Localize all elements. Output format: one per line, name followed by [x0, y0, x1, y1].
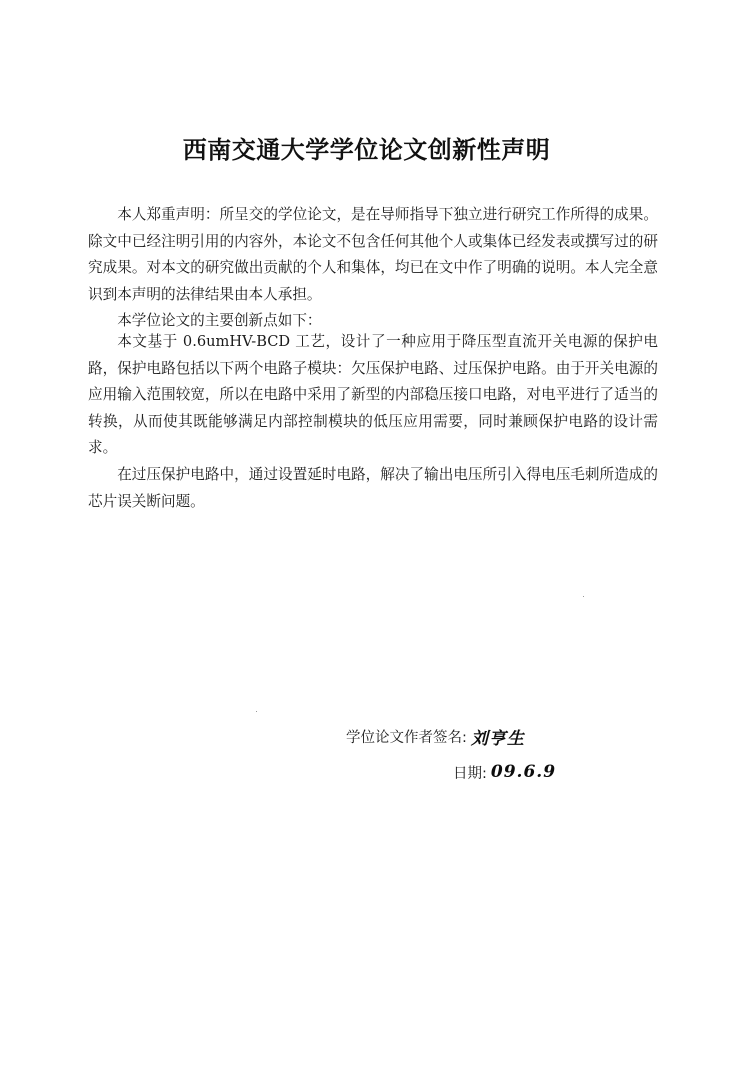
- author-signature-row: [346, 722, 525, 750]
- innovation-paragraph-2-block: [88, 462, 658, 515]
- scan-speck: [583, 596, 584, 597]
- handwritten-date: 09.6.9: [490, 762, 557, 782]
- innovation-paragraph-1: 本文基于 0.6umHV-BCD 工艺，设计了一种应用于降压型直流开关电源的保护电路，保护电路包括以下两个电路子模块：欠压保护电路、过压保护电路。由于开关电源的应用输入范围较宽，所以在电路中采用了新型的内部稳压接口电路，对电平进行了适当的转换，从而使其既能够满足内部控制模块的低压应用需要，同时兼顾保护电路的设计需求。: [88, 333, 658, 456]
- statement-paragraph: 本人郑重声明：所呈交的学位论文，是在导师指导下独立进行研究工作所得的成果。除文中已经注明引用的内容外，本论文不包含任何其他个人或集体已经发表或撰写过的研究成果。对本文的研究做出贡献的个人和集体，均已在文中作了明确的说明。本人完全意识到本声明的法律结果由本人承担。: [88, 206, 658, 303]
- statement-paragraph-block: [88, 202, 658, 308]
- scan-speck: [256, 711, 257, 712]
- innovation-paragraph-1-block: [88, 329, 658, 462]
- innovation-heading: 本学位论文的主要创新点如下：: [117, 312, 322, 329]
- signature-block: [346, 722, 525, 750]
- author-signature-label: 学位论文作者签名:: [346, 729, 467, 746]
- date-row: [453, 758, 556, 786]
- author-handwritten-signature: 刘亨生: [470, 728, 525, 749]
- date-label: 日期:: [453, 765, 487, 782]
- page-title: 西南交通大学学位论文创新性声明: [182, 136, 551, 164]
- innovation-paragraph-2: 在过压保护电路中，通过设置延时电路，解决了输出电压所引入得电压毛刺所造成的芯片误关断问题。: [88, 466, 658, 510]
